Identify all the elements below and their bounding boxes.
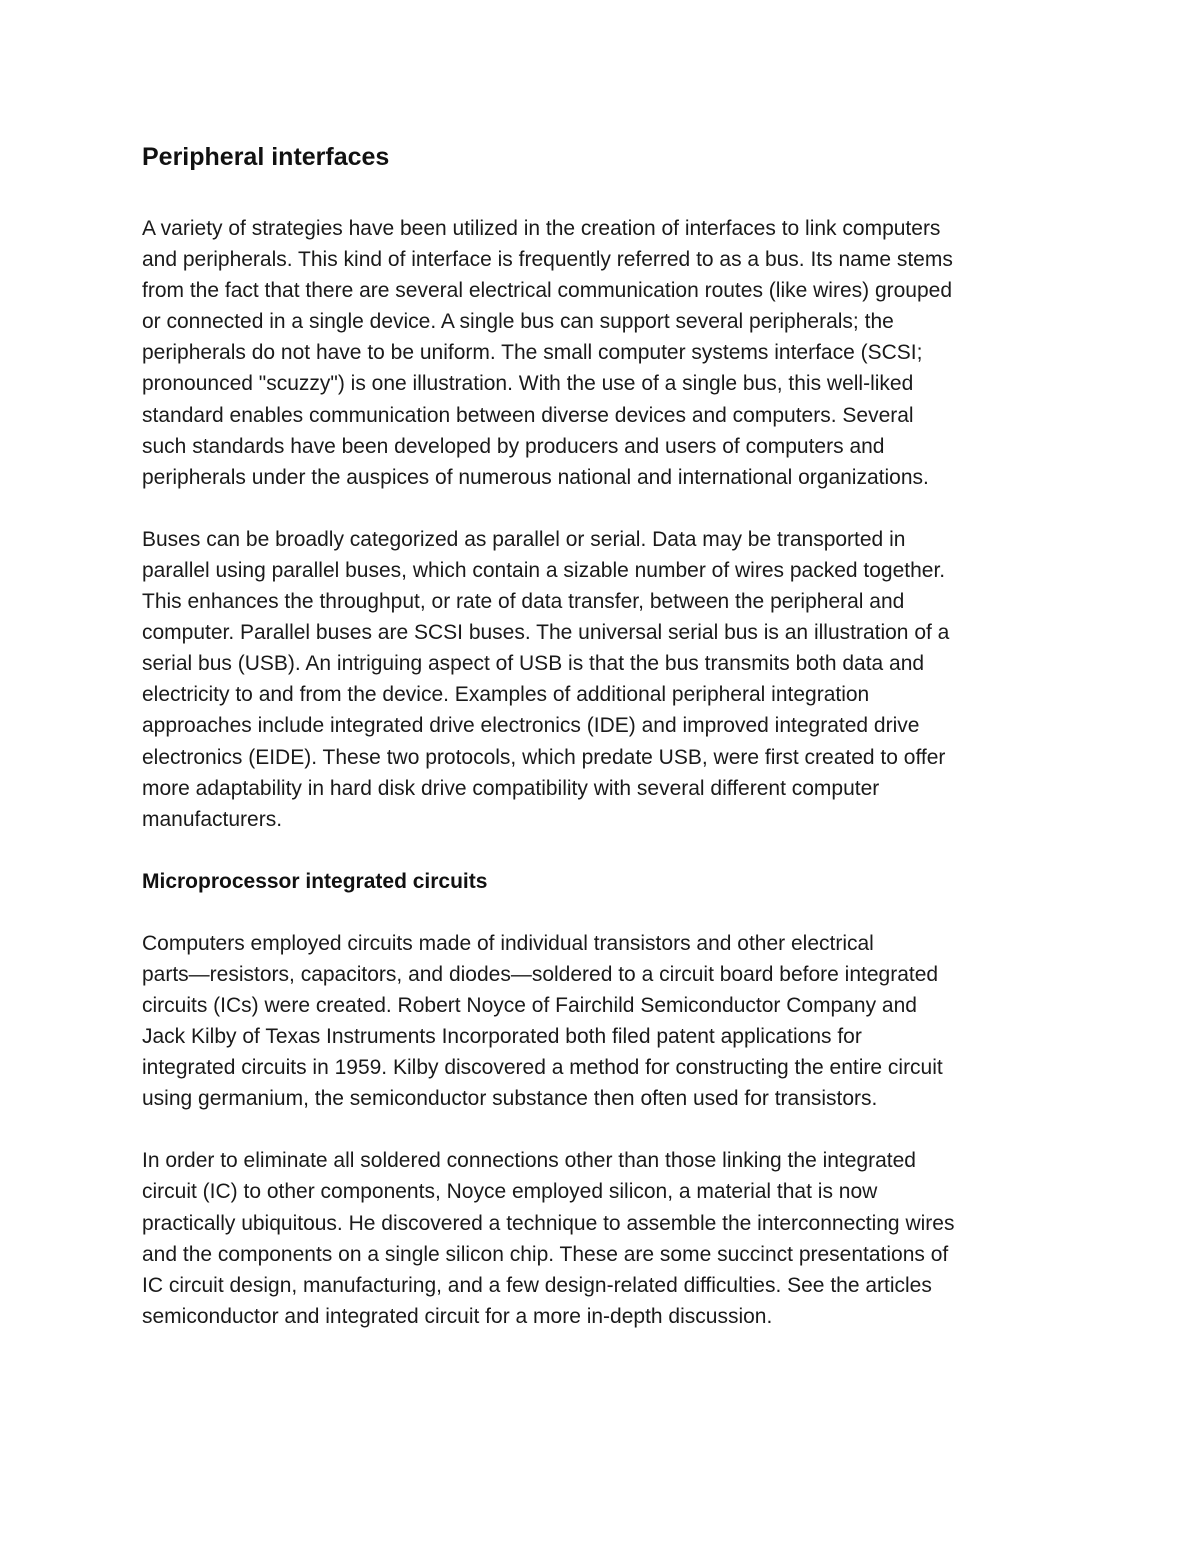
paragraph-buses: Buses can be broadly categorized as parallel or serial. Data may be transported in parallel using parallel buses, which contain a sizable number of wires packed together. This enhances the throughput, or rate of data transfer, between the peripheral and computer. Parallel buses are SCSI buses. The universal serial bus is an illustration of a serial bus (USB). An intriguing aspect of USB is that the bus transmits both data and electricity to and from the device. Examples of additional peripheral integration approaches include integrated drive electronics (IDE) and improved integrated drive electronics (EIDE). These two protocols, which predate USB, were first created to offer more adaptability in hard disk drive compatibility with several different computer manufacturers. [142, 527, 950, 831]
paragraph-interfaces-intro: A variety of strategies have been utilized in the creation of interfaces to link computers and peripherals. This kind of interface is frequently referred to as a bus. Its name stems from the fact that there are several electrical communication routes (like wires) grouped or connected in a single device. A single bus can support several peripherals; the peripherals do not have to be uniform. The small computer systems interface (SCSI; pronounced "scuzzy") is one illustration. With the use of a single bus, this well-liked standard enables communication between diverse devices and computers. Several such standards have been developed by producers and users of computers and peripherals under the auspices of numerous national and international organizations. [142, 217, 953, 489]
section-heading-peripheral-interfaces: Peripheral interfaces [142, 143, 390, 171]
section-heading-microprocessor-ics: Microprocessor integrated circuits [142, 869, 488, 893]
paragraph-noyce-silicon: In order to eliminate all soldered connections other than those linking the integrated circuit (IC) to other components, Noyce employed silicon, a material that is now practically ubiquitous. He discovered a technique to assemble the interconnecting wires and the components on a single silicon chip. These are some succinct presentations of IC circuit design, manufacturing, and a few design-related difficulties. See the articles semiconductor and integrated circuit for a more in-depth discussion. [142, 1149, 955, 1328]
document-page [142, 138, 1062, 1363]
paragraph-ic-history: Computers employed circuits made of individual transistors and other electrical parts—resistors, capacitors, and diodes—soldered to a circuit board before integrated circuits (ICs) were created. Robert Noyce of Fairchild Semiconductor Company and Jack Kilby of Texas Instruments Incorporated both filed patent applications for integrated circuits in 1959. Kilby discovered a method for constructing the entire circuit using germanium, the semiconductor substance then often used for transistors. [142, 931, 943, 1111]
